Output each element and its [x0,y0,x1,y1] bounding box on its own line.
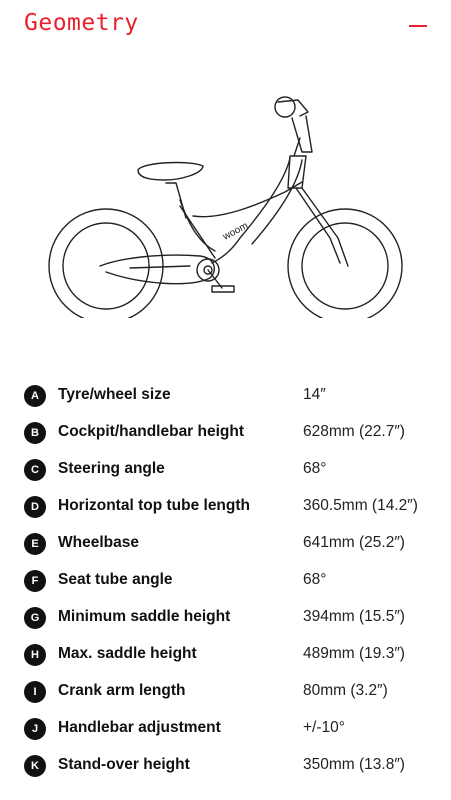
spec-row [24,600,434,637]
spec-row [24,489,434,526]
spec-letter-badge: B [24,422,46,444]
spec-row [24,637,434,674]
spec-value: 68° [303,460,327,477]
spec-letter-badge: A [24,385,46,407]
bike-illustration [40,88,420,318]
spec-letter-badge: C [24,459,46,481]
spec-row [24,415,434,452]
spec-label: Minimum saddle height [58,608,231,625]
section-title: Geometry [24,10,139,36]
spec-value: 360.5mm (14.2″) [303,497,418,514]
spec-letter-badge: D [24,496,46,518]
spec-row [24,748,434,785]
spec-row [24,563,434,600]
spec-value: 68° [303,571,327,588]
spec-label: Max. saddle height [58,645,197,662]
front-wheel [288,209,402,318]
geometry-header[interactable] [0,0,451,60]
spec-value: 350mm (13.8″) [303,756,405,773]
spec-label: Tyre/wheel size [58,386,171,403]
spec-label: Crank arm length [58,682,186,699]
spec-value: 14″ [303,386,326,403]
spec-letter-badge: J [24,718,46,740]
spec-letter-badge: F [24,570,46,592]
spec-value: 489mm (19.3″) [303,645,405,662]
spec-value: +/-10° [303,719,345,736]
spec-row [24,674,434,711]
spec-label: Cockpit/handlebar height [58,423,245,440]
spec-letter-badge: G [24,607,46,629]
spec-row [24,378,434,415]
spec-value: 641mm (25.2″) [303,534,405,551]
geometry-spec-list [24,378,434,785]
brand-logo: woom [221,220,250,243]
minus-icon[interactable] [409,25,427,27]
spec-letter-badge: K [24,755,46,777]
spec-label: Horizontal top tube length [58,497,251,514]
spec-row [24,526,434,563]
spec-letter-badge: E [24,533,46,555]
spec-label: Stand-over height [58,756,190,773]
spec-letter-badge: H [24,644,46,666]
spec-label: Wheelbase [58,534,139,551]
spec-letter-badge: I [24,681,46,703]
spec-label: Handlebar adjustment [58,719,221,736]
spec-value: 394mm (15.5″) [303,608,405,625]
spec-row [24,711,434,748]
spec-value: 628mm (22.7″) [303,423,405,440]
spec-value: 80mm (3.2″) [303,682,388,699]
spec-row [24,452,434,489]
spec-label: Steering angle [58,460,165,477]
spec-label: Seat tube angle [58,571,173,588]
